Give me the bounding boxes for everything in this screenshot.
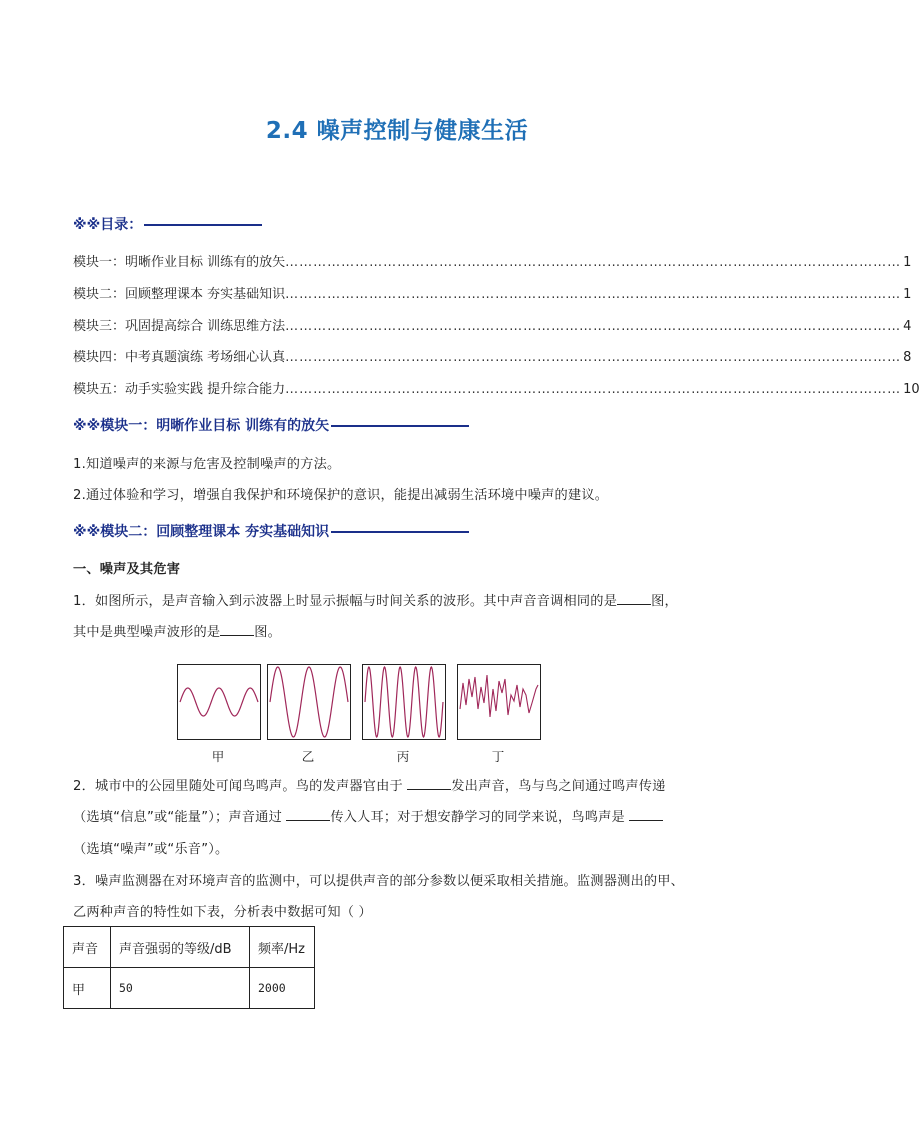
table-row xyxy=(64,968,315,1009)
q3-line2: 乙两种声音的特性如下表，分析表中数据可知（ ） xyxy=(73,905,372,920)
goal-2: 2.通过体验和学习，增强自我保护和环境保护的意识，能提出减弱生活环境中噪声的建议。 xyxy=(73,488,609,503)
toc-leader: …………………………………………………………………………………………………………………… xyxy=(285,382,902,397)
heading-rule xyxy=(331,425,469,427)
q1-text: 图， xyxy=(651,594,678,609)
toc-leader: …………………………………………………………………………………………………………………… xyxy=(285,350,902,365)
q2-text: 传入人耳；对于想安静学习的同学来说，鸟鸣声是 xyxy=(330,810,625,825)
answer-blank[interactable] xyxy=(286,809,330,821)
sound-data-table xyxy=(63,926,315,1009)
toc-heading-text: ※※目录： xyxy=(73,217,143,233)
toc-item-page: 1 xyxy=(903,255,912,270)
toc-item-page: 4 xyxy=(903,319,912,334)
toc-leader: …………………………………………………………………………………………………………………… xyxy=(285,255,902,270)
module1-heading-text: ※※模块一：明晰作业目标 训练有的放矢 xyxy=(73,418,330,434)
waveform-jia xyxy=(177,664,261,740)
heading-rule xyxy=(331,531,469,533)
toc-item[interactable] xyxy=(73,378,920,397)
module2-heading xyxy=(73,521,469,541)
wave-label: 甲 xyxy=(211,749,225,764)
q2-text: （选填“信息”或“能量”）；声音通过 xyxy=(73,810,282,825)
q2-text: 2．城市中的公园里随处可闻鸟鸣声。鸟的发声器官由于 xyxy=(73,779,403,794)
toc-item-label: 模块四：中考真题演练 考场细心认真 xyxy=(73,350,286,365)
toc-item[interactable] xyxy=(73,315,912,334)
q2-text: 发出声音，鸟与鸟之间通过鸣声传递 xyxy=(451,779,666,794)
toc-item-page: 8 xyxy=(903,350,912,365)
table-header-cell: 声音 xyxy=(64,927,111,968)
toc-item-label: 模块一：明晰作业目标 训练有的放矢 xyxy=(73,255,286,270)
q2-line2 xyxy=(73,806,663,825)
table-cell: 甲 xyxy=(64,968,111,1009)
page-title: 2.4 噪声控制与健康生活 xyxy=(265,118,529,144)
toc-item-label: 模块三：巩固提高综合 训练思维方法 xyxy=(73,319,286,334)
toc-item-label: 模块二：回顾整理课本 夯实基础知识 xyxy=(73,287,286,302)
table-header-row xyxy=(64,927,315,968)
heading-rule xyxy=(144,224,262,226)
wave-label: 乙 xyxy=(301,749,315,764)
q2-line1 xyxy=(73,775,666,794)
toc-item-label: 模块五：动手实验实践 提升综合能力 xyxy=(73,382,286,397)
waveform-bing xyxy=(362,664,446,740)
toc-leader: …………………………………………………………………………………………………………………… xyxy=(285,287,902,302)
q1-line2 xyxy=(73,621,281,640)
table-cell: 50 xyxy=(111,968,250,1009)
answer-blank[interactable] xyxy=(220,624,254,636)
module1-heading xyxy=(73,415,469,435)
table-header-cell: 声音强弱的等级/dB xyxy=(111,927,250,968)
goal-1: 1.知道噪声的来源与危害及控制噪声的方法。 xyxy=(73,457,341,472)
answer-blank[interactable] xyxy=(407,778,451,790)
q1-text: 1．如图所示，是声音输入到示波器上时显示振幅与时间关系的波形。其中声音音调相同的是 xyxy=(73,594,618,609)
toc-item-page: 1 xyxy=(903,287,912,302)
q3-line1: 3．噪声监测器在对环境声音的监测中，可以提供声音的部分参数以便采取相关措施。监测器测出的甲、 xyxy=(73,874,685,889)
table-cell: 2000 xyxy=(250,968,315,1009)
q1-text: 其中是典型噪声波形的是 xyxy=(73,625,221,640)
answer-blank[interactable] xyxy=(617,593,651,605)
toc-heading xyxy=(73,214,262,234)
q1-text: 图。 xyxy=(254,625,282,640)
table-header-cell: 频率/Hz xyxy=(250,927,315,968)
module2-heading-text: ※※模块二：回顾整理课本 夯实基础知识 xyxy=(73,524,330,540)
toc-item-page: 10 xyxy=(903,382,920,397)
waveform-ding xyxy=(457,664,541,740)
wave-label: 丙 xyxy=(396,749,410,764)
q2-line3: （选填“噪声”或“乐音”）。 xyxy=(73,842,229,857)
toc-item[interactable] xyxy=(73,346,912,365)
toc-leader: …………………………………………………………………………………………………………………… xyxy=(285,319,902,334)
toc-item[interactable] xyxy=(73,251,912,270)
toc-item[interactable] xyxy=(73,283,912,302)
answer-blank[interactable] xyxy=(629,809,663,821)
wave-label: 丁 xyxy=(491,749,505,764)
section-heading: 一、噪声及其危害 xyxy=(73,562,181,577)
waveform-yi xyxy=(267,664,351,740)
q1-line1 xyxy=(73,590,678,609)
